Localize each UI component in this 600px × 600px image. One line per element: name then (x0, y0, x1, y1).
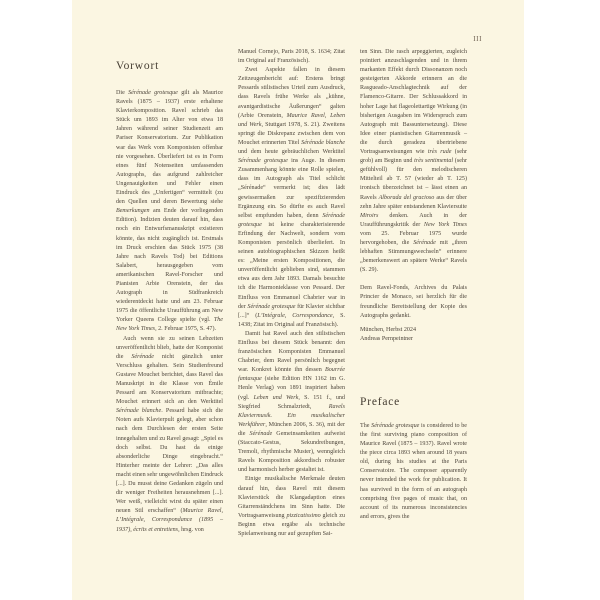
paragraph: Einige musikalische Merkmale deuten darauf hin, dass Ravel mit diesem Klavierstück die Klangadaption eines Gitarrenständchens im Sinn hatte. Die Vortragsanweisung pizzicatissimo gleich zu Beginn etwa ergäbe als technische Spielanweisung nur auf gezupften Sai- (238, 476, 345, 537)
preface-heading: Preface (360, 395, 401, 408)
text-columns (72, 0, 524, 539)
paragraph: Dem Ravel-Fonds, Archives du Palais Princier de Monaco, sei herzlich für die freundliche Bereitstellung der Kopie des Autographs gedankt. (360, 285, 467, 319)
spacer (116, 72, 223, 89)
page-number: III (473, 35, 482, 43)
column-left (116, 48, 223, 539)
paragraph: Auch wenn sie zu seinen Lebzeiten unveröffentlicht blieb, hatte der Komponist die Sérénade nicht gänzlich unter Verschluss gehalten. Sein Studienfreund Gustave Mouchet berichtet, dass Ravel das Manuskript in die Klasse von Émile Pessard am Konservatorium mitbrachte; Mouchet erinnert sich an den Werktitel Sérénade blanche. Pessard habe sich die Noten aufs Klavierpult gelegt, aber schon nach dem Durchlesen der ersten Seite innegehalten und zu Ravel gesagt: „Spiel es doch selbst. Du hast da einige absonderliche Dinge eingebracht.“ Hinterher meinte der Lehrer: „Das alles macht einen sehr ungewöhnlichen Eindruck [...]. Du musst deine Gedanken zügeln und dir weniger Freiheiten herausnehmen [...]. Wer weiß, vielleicht wirst du später einen neuen Stil erschaffen“ (Maurice Ravel, L’Intégrale, Correspondance (1895 – 1937), écrits et entretiens, hrsg. von (116, 335, 223, 533)
column-right (360, 48, 467, 539)
paragraph: The Sérénade grotesque is considered to be the first surviving piano composition of Maurice Ravel (1875 – 1937). Ravel wrote the piece circa 1893 when around 18 years old, during his studies at the Paris Conservatoire. The composer apparently never intended the work for publication. It has survived in the form of an autograph comprising five pages of music that, on account of its numerous inconsistencies and errors, gives the (360, 422, 467, 520)
paragraph: Zwei Aspekte fallen in diesem Zeitzeugenbericht auf: Erstens bringt Pessards stilistisches Urteil zum Ausdruck, dass Ravels frühe Werke als „kühne, avantgardistische Äußerungen“ galten (Arbie Orenstein, Maurice Ravel, Leben und Werk, Stuttgart 1978, S. 21). Zweitens springt die Diskrepanz zwischen dem von Mouchet erinnerten Titel Sérénade blanche und dem heute gebräuchlichen Werktitel Sérénade grotesque ins Auge. In diesem Zusammenhang könnte eine Rolle spielen, dass im Autograph als Titel schlicht „Sérénade“ vermerkt ist; dies lädt gewissermaßen zur spezifizierenden Ergänzung ein. So dürfte es auch Ravel selbst empfunden haben, denn Sérénade grotesque ist keine charakterisierende Erfindung der Nachwelt, sondern vom Komponisten persönlich überliefert. In seinen autobiographischen Skizzen heißt es: „Meine ersten Kompositionen, die unveröffentlicht geblieben sind, stammen etwa aus dem Jahr 1893. Damals besuchte ich die Harmonieklasse von Pessard. Der Einfluss von Emmanuel Chabrier war in der Sérénade grotesque für Klavier sichtbar [...]“ (L’Intégrale, Correspondance, S. 1438; Zitat im Original auf Französisch). (238, 67, 345, 328)
column-middle (238, 48, 345, 539)
paragraph: Die Sérénade grotesque gilt als Maurice Ravels (1875 – 1937) erste erhaltene Klavierkomposition. Ravel schrieb das Stück um 1893 im Alter von etwa 18 Jahren während seiner Studienzeit am Pariser Konservatorium. Zur Publikation war das Werk vom Komponisten offenbar nie vorgesehen. Überliefert ist es in Form eines fünf Notenseiten umfassenden Autographs, das aufgrund zahlreicher Ungenauigkeiten und Fehler einen Eindruck des „Unfertigen“ vermittelt (zu den Quellen und deren Bewertung siehe Bemerkungen am Ende der vorliegenden Edition). Indizien deuten darauf hin, dass noch ein Entwurfsmanuskript existieren könnte, das nicht zugänglich ist. Erstmals im Druck erschien das Stück 1975 (38 Jahre nach Ravels Tod) bei Editions Salabert, herausgegeben vom amerikanischen Ravel-Forscher und Pianisten Arbie Orenstein, der das Autograph in Südfrankreich wiederentdeckt hatte und am 23. Februar 1975 die öffentliche Uraufführung am New Yorker Queens College spielte (vgl. The New York Times, 2. Februar 1975, S. 47). (116, 90, 223, 333)
book-page (72, 0, 524, 600)
paragraph: Damit hat Ravel auch den stilistischen Einfluss bei diesem Stück benannt: den französischen Komponisten Emmanuel Chabrier, dem Ravel persönlich begegnet war. Konkret könnte ihn dessen Bourrée fantasque (siehe Edition HN 1162 im G. Henle Verlag) von 1891 inspiriert haben (vgl. Leben und Werk, S. 151 f., und Siegfried Schmalzriedt, Ravels Klaviermusik. Ein musikalischer Werkführer, München 2006, S. 36), mit der die Sérénade Gemeinsamkeiten aufweist (Staccato-Gestus, Sekundreibungen, Tremoli, rhythmische Muster), wenngleich Ravels Komposition akkordisch robuster und harmonisch herber gestaltet ist. (238, 330, 346, 474)
signature-line: München, Herbst 2024 (360, 326, 417, 333)
spacer (360, 275, 467, 284)
paragraph: Manuel Cornejo, Paris 2018, S. 1634; Zitat im Original auf Französisch). (238, 49, 345, 65)
signature-line: Andreas Pernpeintner (360, 335, 413, 342)
spacer (116, 48, 223, 60)
paragraph: ten Sinn. Die rasch arpeggierten, zugleich pointiert anzuschlagenden und in ihrem markanten Effekt durch Dissonanzen noch gesteigerten Akkorde erinnern an die Rasgueado-Anschlagtechnik auf der Flamenco-Gitarre. Der Schlussakkord in hoher Lage hat flageolettartige Wirkung (in bisherigen Ausgaben im Widerspruch zum Autograph mit Bassuntersetzung). Diese Idee einer pianistischen Gitarrenmusik – die durch geradezu übertriebene Vortragsanweisungen wie très rude (sehr grob) am Beginn und très sentimental (sehr gefühlvoll) für den melodischeren Mittelteil ab T. 57 (wieder ab T. 125) ironisch überzeichnet ist – lässt einen an Ravels Alborada del gracioso aus der über zehn Jahre später entstandenen Klaviersuite Miroirs denken. Auch in der Uraufführungskritik der New York Times vom 25. Februar 1975 wurde hervorgehoben, die Sérénade mit „ihren lebhaften Stimmungswechseln“ erinnere „bemerkenswert an spätere Werke“ Ravels (S. 29). (360, 49, 468, 274)
vorwort-heading: Vorwort (116, 60, 160, 72)
spacer (360, 344, 467, 396)
spacer (360, 408, 467, 422)
